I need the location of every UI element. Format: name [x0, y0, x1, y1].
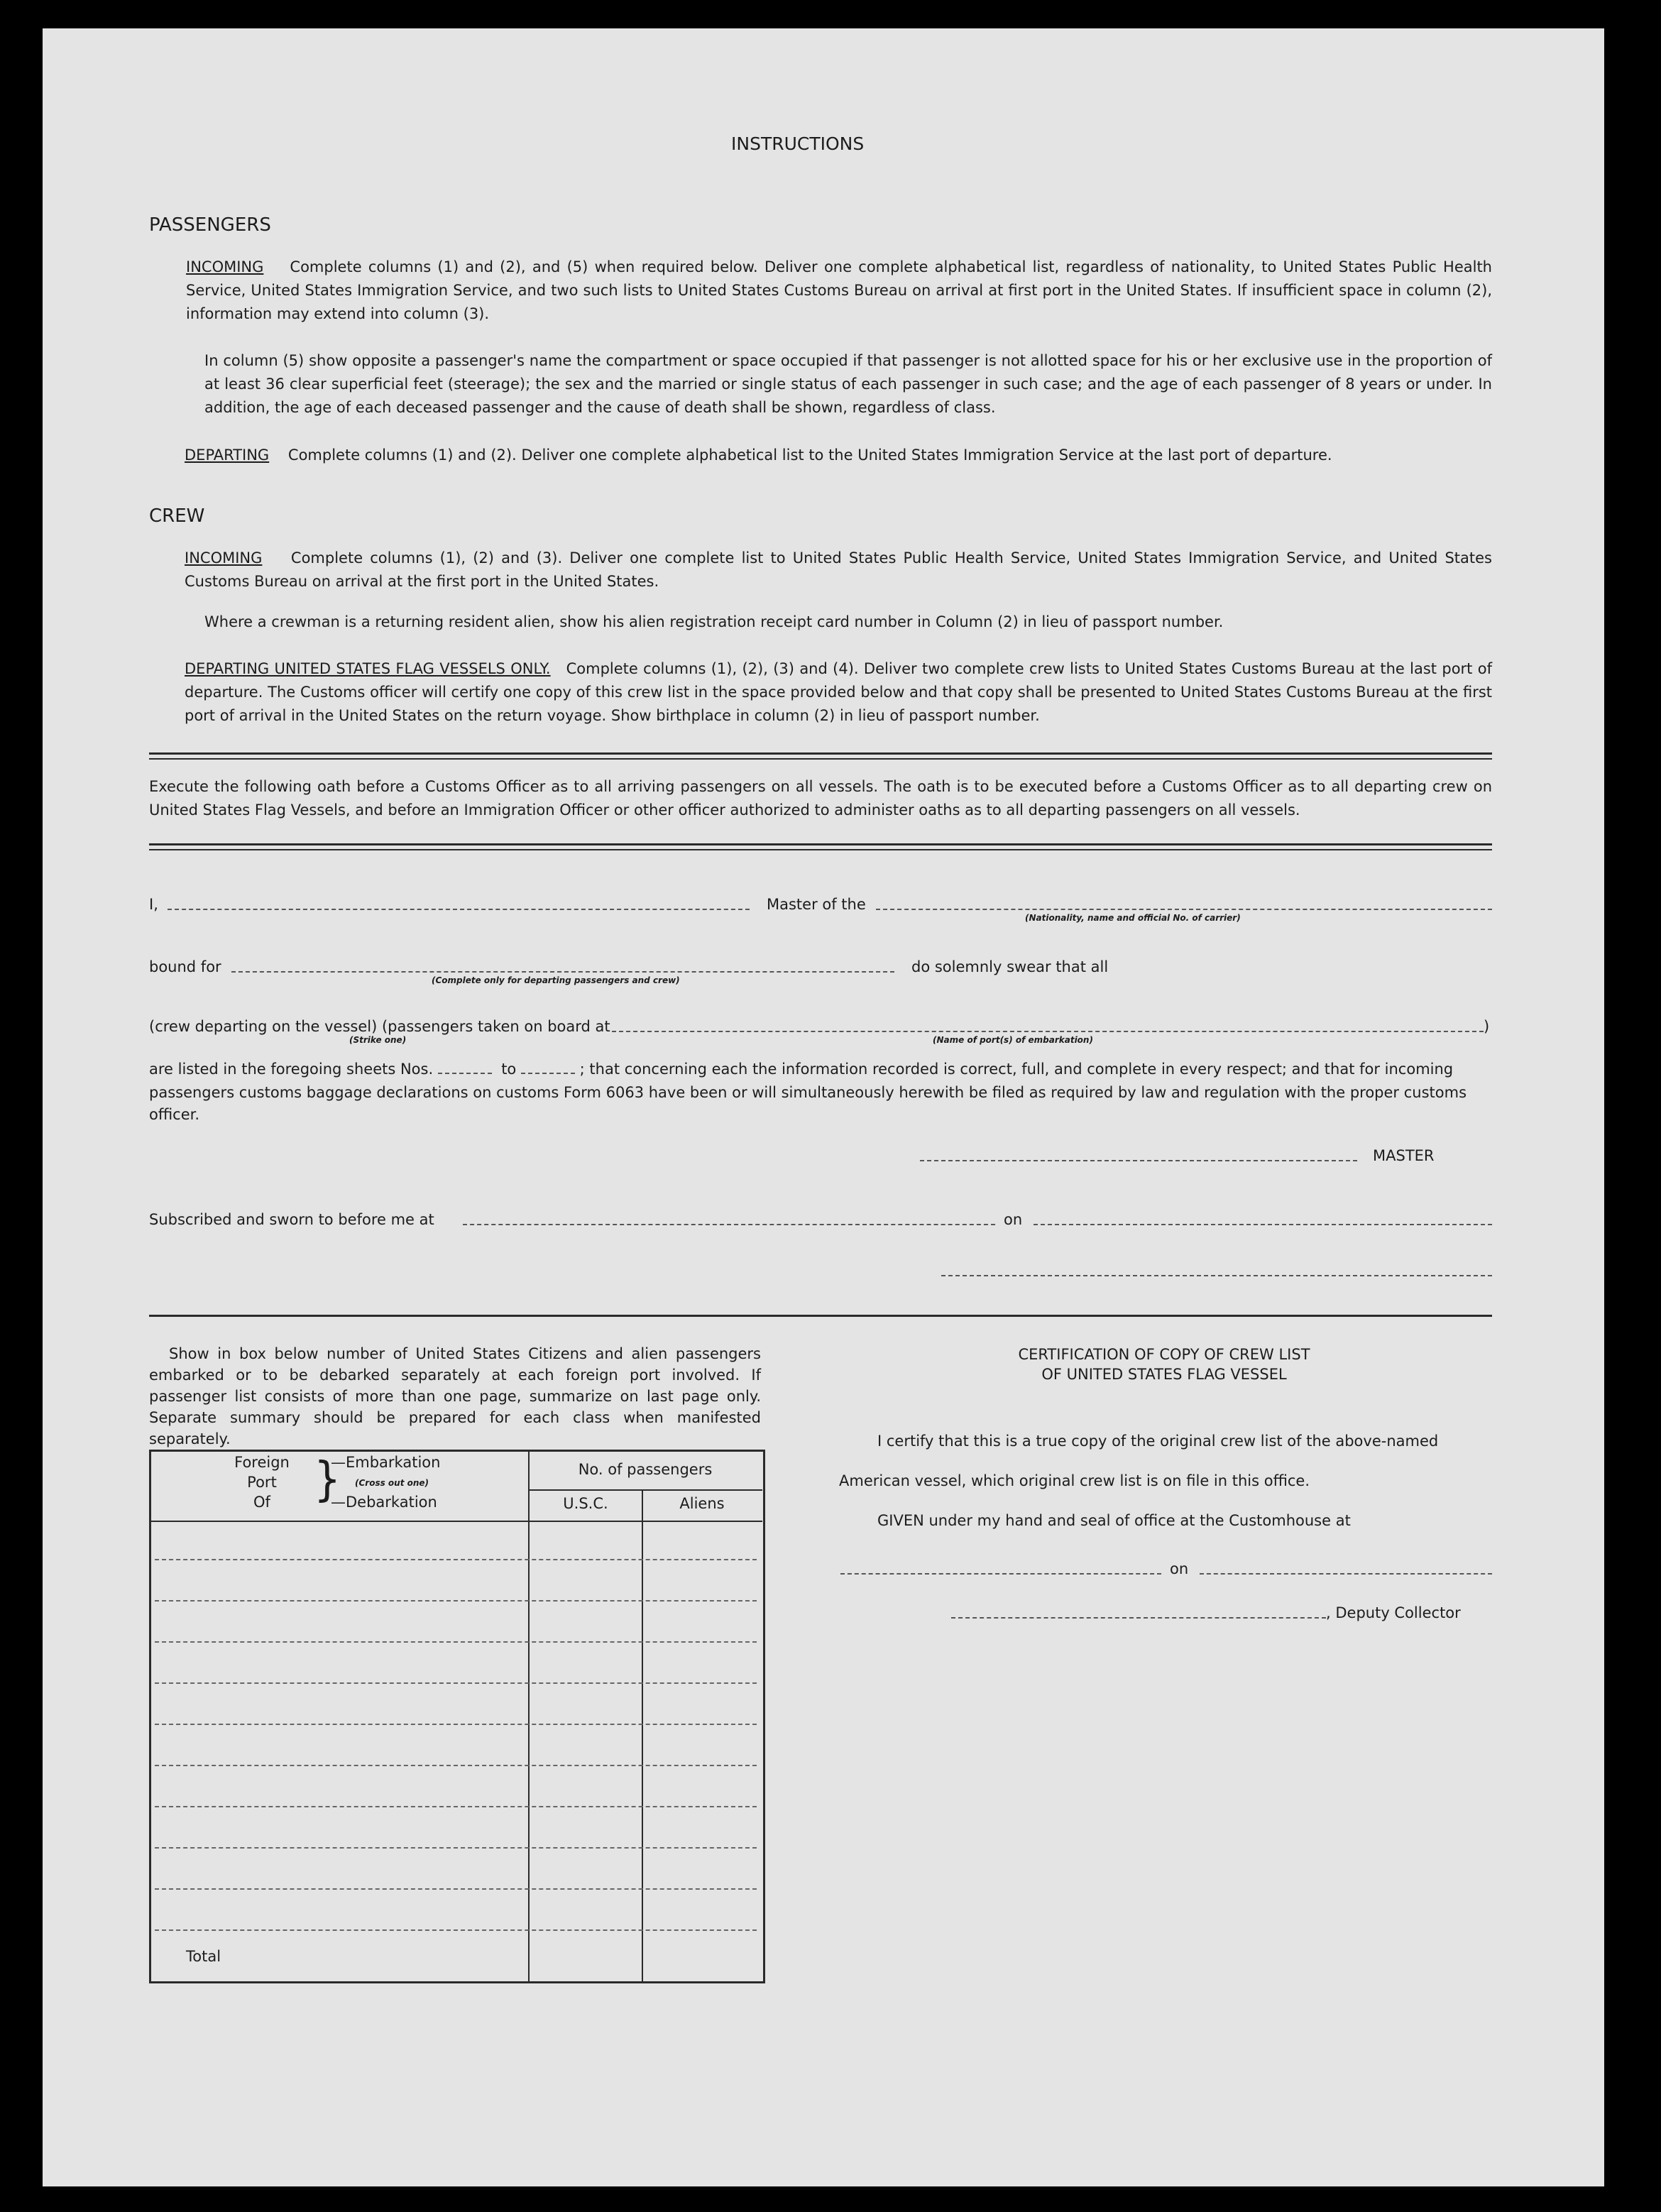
subscribed-place-field[interactable] [463, 1224, 995, 1225]
usc-header: U.S.C. [563, 1495, 608, 1512]
passengers-incoming-label: INCOMING [186, 258, 264, 275]
table-row[interactable] [155, 1559, 757, 1560]
table-row[interactable] [155, 1806, 757, 1807]
strike-one-note: (Strike one) [349, 1035, 407, 1045]
certification-heading-1: CERTIFICATION OF COPY OF CREW LIST [1018, 1346, 1310, 1363]
bound-for-label: bound for [149, 958, 221, 975]
listed-text-b: ; that concerning each the information recorded is correct, full, and complete in every respect; and that for incoming [579, 1061, 1454, 1078]
table-row[interactable] [155, 1724, 757, 1725]
table-row[interactable] [155, 1847, 757, 1849]
table-row[interactable] [155, 1600, 757, 1601]
to-label: to [501, 1061, 517, 1078]
certification-date-field[interactable] [1200, 1573, 1492, 1575]
close-paren: ) [1484, 1018, 1490, 1035]
passengers-column5-paragraph: In column (5) show opposite a passenger's name the compartment or space occupied if that passenger is not allotted space for his or her exclusive use in the proportion of at least 36 clear superficial feet (steerage); the sex and the married or single status of each passenger in such case; and the age of each passenger of 8 years or under. In addition, the age of each deceased passenger and the cause of death shall be shown, regardless of class. [204, 352, 1492, 416]
certification-on-label: on [1170, 1560, 1189, 1577]
col-port: Port [247, 1474, 277, 1491]
certification-line-2: American vessel, which original crew list is on file in this office. [839, 1472, 1310, 1489]
cross-out-note: (Cross out one) [355, 1478, 429, 1488]
bound-for-field[interactable] [231, 971, 894, 973]
table-row[interactable] [155, 1888, 757, 1890]
master-label: MASTER [1373, 1147, 1435, 1164]
crew-departing-label: DEPARTING UNITED STATES FLAG VESSELS ONLY. [185, 660, 551, 677]
summary-instructions: Show in box below number of United States Citizens and alien passengers embarked or to be debarked separately at each foreign port involved. If passenger list consists of more than one page, summarize on last page only. Separate summary should be prepared for each class when manifested separately. [149, 1345, 761, 1447]
crew-crewman-paragraph: Where a crewman is a returning resident alien, show his alien registration receipt card number in Column (2) in lieu of passport number. [204, 613, 1224, 630]
port-note: (Name of port(s) of embarkation) [933, 1035, 1093, 1045]
passengers-incoming-text: Complete columns (1) and (2), and (5) when required below. Deliver one complete alphabetical list, regardless of nationality, to United States Public Health Service, United States Immigration Service, and two such lists to United States Customs Bureau on arrival at first port in the United States. If insufficient space in column (2), information may extend into column (3). [186, 258, 1492, 322]
embarkation-label: —Embarkation [331, 1454, 441, 1471]
crew-heading: CREW [149, 505, 205, 527]
master-signature-field[interactable] [920, 1160, 1357, 1161]
master-name-field[interactable] [168, 909, 750, 910]
crew-incoming-label: INCOMING [185, 549, 263, 566]
crew-incoming-text: Complete columns (1), (2) and (3). Deliver one complete list to United States Public Health Service, United States Immigration Service, and United States Customs Bureau on arrival at the first port in the United States. [185, 549, 1492, 590]
master-of-label: Master of the [767, 896, 866, 913]
table-divider [528, 1489, 762, 1491]
complete-only-note: (Complete only for departing passengers and crew) [432, 975, 680, 985]
no-passengers-header: No. of passengers [578, 1461, 713, 1478]
embarkation-port-field[interactable] [612, 1031, 1484, 1032]
sheet-from-field[interactable] [438, 1058, 492, 1074]
debarkation-label: —Debarkation [331, 1494, 437, 1511]
table-header-divider [149, 1521, 762, 1522]
nationality-note: (Nationality, name and official No. of carrier) [1025, 913, 1241, 923]
table-row[interactable] [155, 1641, 757, 1643]
passengers-incoming-paragraph [186, 256, 1492, 326]
swear-label: do solemnly swear that all [911, 958, 1109, 975]
section-divider [149, 843, 1492, 845]
certification-heading-2: OF UNITED STATES FLAG VESSEL [1041, 1366, 1287, 1383]
table-row[interactable] [155, 1682, 757, 1684]
passengers-departing-label: DEPARTING [185, 447, 270, 464]
crew-departing-paragraph [185, 657, 1492, 728]
passengers-heading: PASSENGERS [149, 214, 271, 236]
listed-line-2: passengers customs baggage declarations on customs Form 6063 have been or will simultaneously herewith be filed as required by law and regulation with the proper customs [149, 1084, 1467, 1101]
customhouse-field[interactable] [840, 1573, 1161, 1575]
form-sheet [43, 28, 1604, 2186]
page-title: INSTRUCTIONS [731, 133, 865, 154]
table-divider [642, 1489, 643, 1982]
subscribed-label: Subscribed and sworn to before me at [149, 1211, 434, 1228]
section-divider [149, 849, 1492, 850]
certification-line-1: I certify that this is a true copy of the original crew list of the above-named [877, 1433, 1439, 1450]
col-foreign: Foreign [234, 1454, 290, 1471]
officer-signature-field[interactable] [941, 1275, 1492, 1276]
crew-departing-text: Complete columns (1), (2), (3) and (4). Deliver two complete crew lists to United States Customs Bureau at the last port of departure. The Customs officer will certify one copy of this crew list in the space provided below and that copy shall be presented to United States Customs Bureau at the first port of arrival in the United States on the return voyage. Show birthplace in column (2) in lieu of passport number. [185, 660, 1492, 724]
carrier-field[interactable] [876, 909, 1492, 910]
deputy-collector-label: , Deputy Collector [1326, 1604, 1461, 1621]
oath-i-label: I, [149, 896, 158, 913]
passengers-departing-text: Complete columns (1) and (2). Deliver one complete alphabetical list to the United States Immigration Service at the last port of departure. [287, 447, 1332, 464]
sheet-to-field[interactable] [521, 1058, 575, 1074]
oath-instructions: Execute the following oath before a Customs Officer as to all arriving passengers on all vessels. The oath is to be executed before a Customs Officer as to all departing crew on United States Flag Vessels, and before an Immigration Officer or other officer authorized to administer oaths as to all departing passengers on all vessels. [149, 778, 1492, 818]
total-label: Total [186, 1948, 221, 1965]
table-row[interactable] [155, 1765, 757, 1766]
aliens-header: Aliens [679, 1495, 725, 1512]
section-divider [149, 1315, 1492, 1317]
subscribed-on-label: on [1004, 1211, 1023, 1228]
col-of: Of [253, 1494, 270, 1511]
subscribed-date-field[interactable] [1034, 1224, 1492, 1225]
deputy-signature-field[interactable] [951, 1617, 1326, 1619]
passenger-summary-table [149, 1450, 765, 1983]
crew-departing-label: (crew departing on the vessel) (passengers taken on board at [149, 1018, 610, 1035]
table-divider [528, 1450, 530, 1982]
listed-sheets-label: are listed in the foregoing sheets Nos. [149, 1061, 434, 1078]
section-divider [149, 752, 1492, 755]
section-divider [149, 758, 1492, 760]
listed-line-3: officer. [149, 1106, 199, 1123]
brace-icon: } [314, 1452, 341, 1507]
crew-incoming-paragraph [185, 547, 1492, 593]
listed-line-1 [149, 1058, 1492, 1081]
passengers-departing-paragraph [185, 444, 1491, 467]
certification-line-3: GIVEN under my hand and seal of office at the Customhouse at [877, 1512, 1351, 1529]
table-row[interactable] [155, 1929, 757, 1931]
